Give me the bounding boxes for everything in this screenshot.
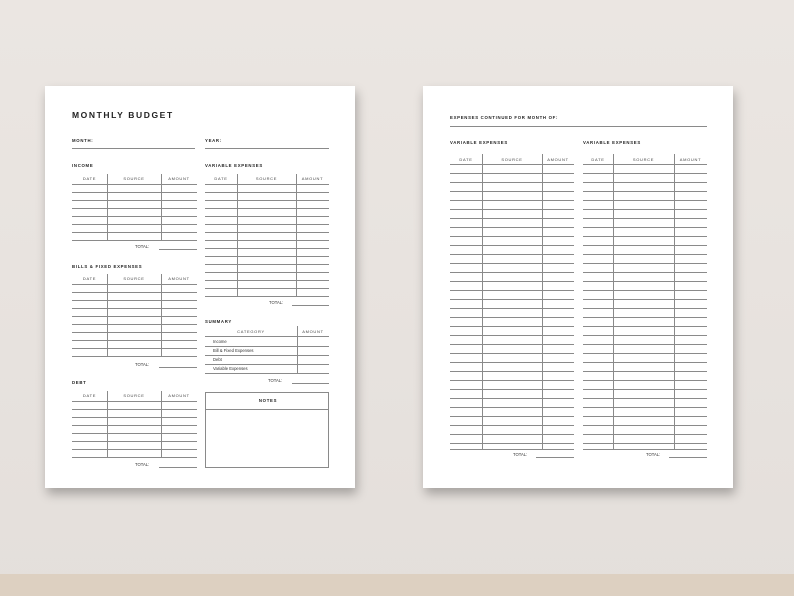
year-field[interactable] [205, 148, 329, 149]
income-total-label: TOTAL: [135, 244, 150, 249]
bottom-band [0, 574, 794, 596]
left-variable-title: VARIABLE EXPENSES [450, 140, 508, 145]
income-title: INCOME [72, 163, 94, 168]
bills-title: BILLS & FIXED EXPENSES [72, 264, 143, 269]
expenses-continued-sheet [423, 86, 733, 488]
right-variable-title: VARIABLE EXPENSES [583, 140, 641, 145]
summary-row-label: Bill & Fixed Expenses [213, 348, 254, 353]
bills-total-label: TOTAL: [135, 362, 150, 367]
summary-title: SUMMARY [205, 319, 232, 324]
month-label: MONTH: [72, 138, 94, 143]
month-of-field[interactable] [450, 126, 707, 127]
col-amount: AMOUNT [168, 393, 190, 398]
col-source: SOURCE [123, 276, 145, 281]
left-total-label: TOTAL: [513, 452, 528, 457]
page2-title: EXPENSES CONTINUED FOR MONTH OF: [450, 115, 559, 120]
notes-title: NOTES [258, 398, 278, 403]
variable-total-label: TOTAL: [269, 300, 284, 305]
col-date: DATE [591, 157, 605, 162]
col-date: DATE [82, 393, 97, 398]
col-source: SOURCE [123, 176, 145, 181]
left-total-field[interactable] [536, 457, 574, 458]
col-source: SOURCE [123, 393, 145, 398]
variable-title: VARIABLE EXPENSES [205, 163, 263, 168]
col-amount: AMOUNT [679, 157, 702, 162]
col-source: SOURCE [255, 176, 278, 181]
income-total-field[interactable] [159, 249, 197, 250]
summary-row-label: Income [213, 339, 227, 344]
summary-total-label: TOTAL: [268, 378, 283, 383]
debt-total-label: TOTAL: [135, 462, 150, 467]
variable-total-field[interactable] [292, 305, 329, 306]
col-source: SOURCE [632, 157, 655, 162]
notes-box[interactable] [205, 392, 329, 468]
monthly-budget-sheet [45, 86, 355, 488]
year-label: YEAR: [205, 138, 222, 143]
right-total-label: TOTAL: [646, 452, 661, 457]
col-category: CATEGORY [237, 329, 265, 334]
summary-row-label: Debt [213, 357, 222, 362]
col-amount: AMOUNT [168, 276, 190, 281]
col-date: DATE [214, 176, 228, 181]
right-total-field[interactable] [669, 457, 707, 458]
bills-total-field[interactable] [159, 367, 197, 368]
col-source: SOURCE [501, 157, 523, 162]
debt-title: DEBT [72, 380, 87, 385]
col-amount: AMOUNT [301, 176, 324, 181]
col-date: DATE [82, 176, 97, 181]
summary-total-field[interactable] [292, 383, 329, 384]
month-field[interactable] [72, 148, 195, 149]
debt-total-field[interactable] [159, 467, 197, 468]
summary-row-label: Variable Expenses [213, 366, 248, 371]
col-date: DATE [459, 157, 473, 162]
col-amount: AMOUNT [302, 329, 324, 334]
page-title: MONTHLY BUDGET [72, 110, 174, 120]
col-amount: AMOUNT [168, 176, 190, 181]
col-date: DATE [82, 276, 97, 281]
col-amount: AMOUNT [547, 157, 569, 162]
